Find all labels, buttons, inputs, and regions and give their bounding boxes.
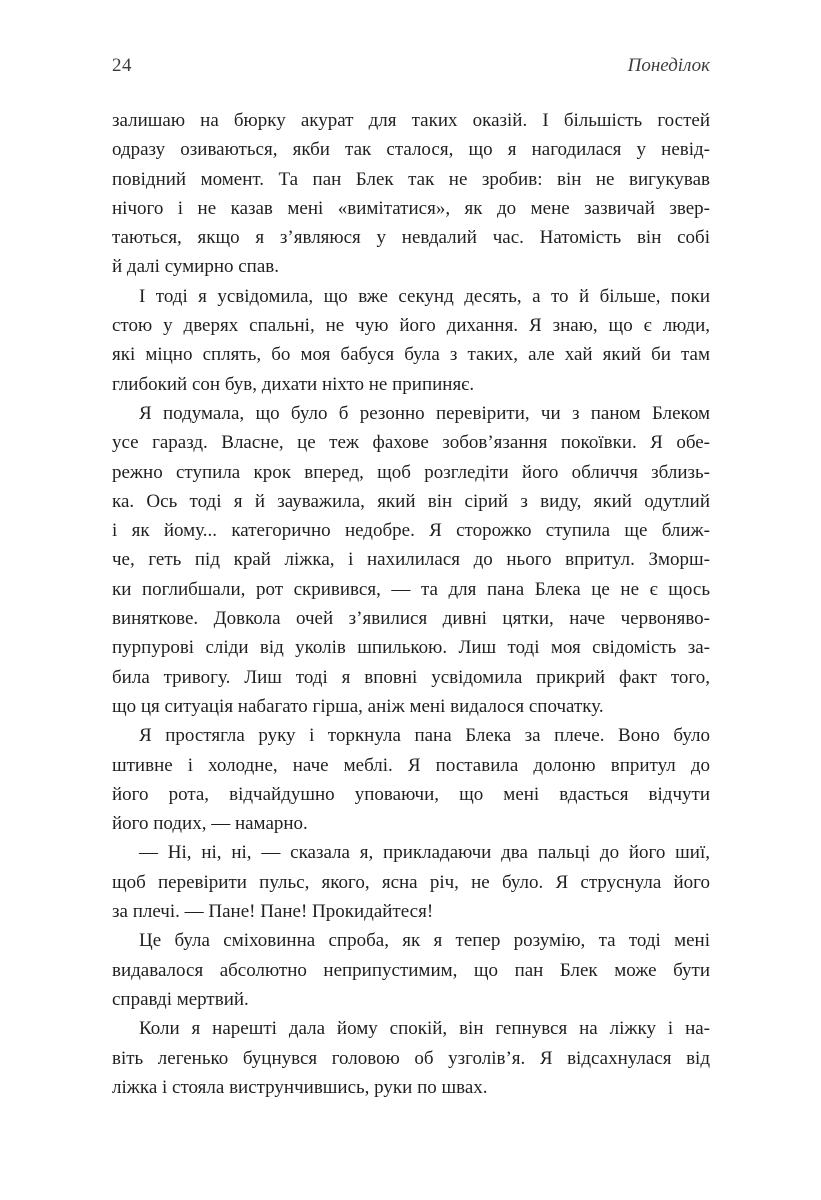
text-line: його подих, — намарно. [112,813,308,835]
paragraph [112,282,710,399]
text-line: усе гаразд. Власне, це теж фахове зобов’язання покоївки. Я обе- [112,432,710,454]
text-line: ки поглибшали, рот скривився, — та для пана Блека це не є щось [112,578,710,600]
text-line: таються, якщо я з’являюся у невдалий час. Натомість він собі [112,227,710,249]
text-line: ка. Ось тоді я й зауважила, який він сірий з виду, який одутлий [112,490,710,512]
text-line: глибокий сон був, дихати ніхто не припиняє. [112,373,475,395]
text-line: виняткове. Довкола очей з’явилися дивні цятки, наче червоняво- [112,608,710,630]
page-number: 24 [112,55,132,76]
paragraph [112,721,710,838]
text-line: ліжка і стояла виструнчившись, руки по швах. [112,1076,488,1098]
text-line: режно ступила крок вперед, щоб розгледіти його обличчя зблизь- [112,461,710,483]
text-line: Я подумала, що було б резонно перевірити, чи з паном Блеком [139,402,710,424]
text-line: справді мертвий. [112,988,249,1010]
text-line: залишаю на бюрку акурат для таких оказій. І більшість гостей [112,110,710,131]
text-line: била тривогу. Лиш тоді я вповні усвідомила прикрий факт того, [112,666,710,688]
text-line: віть легенько буцнувся головою об узголів’я. Я відсахнулася від [112,1047,710,1069]
text-line: що ця ситуація набагато гірша, аніж мені видалося спочатку. [112,695,604,717]
paragraph [112,106,710,282]
paragraph [112,1014,710,1102]
text-line: одразу озиваються, якби так сталося, що я нагодилася у невід- [112,139,710,161]
page-header [112,55,710,77]
paragraph [112,399,710,721]
text-line: Це була сміховинна спроба, як я тепер розумію, та тоді мені [139,930,710,952]
paragraph [112,926,710,1014]
text-line: й далі сумирно спав. [112,256,279,278]
text-line: стою у дверях спальні, не чую його дихання. Я знаю, що є люди, [112,315,710,337]
text-line: видавалося абсолютно неприпустимим, що пан Блек може бути [112,959,710,981]
text-line: і як йому... категорично недобре. Я сторожко ступила ще ближ- [112,520,710,542]
text-line: — Ні, ні, ні, — сказала я, прикладаючи два пальці до його шиї, [139,842,710,864]
page-body [112,106,710,1102]
text-line: че, геть під край ліжка, і нахилилася до нього впритул. Зморш- [112,549,710,571]
text-line: пурпурові сліди від уколів шпилькою. Лиш тоді моя свідомість за- [112,637,710,659]
text-line: Коли я нарешті дала йому спокій, він гепнувся на ліжку і на- [139,1018,710,1040]
text-line: повідний момент. Та пан Блек так не зробив: він не вигукував [112,168,710,190]
running-header-title: Понеділок [627,55,710,76]
text-line: його рота, відчайдушно уповаючи, що мені вдасться відчути [112,783,710,805]
text-line: щоб перевірити пульс, якого, ясна річ, не було. Я струснула його [112,871,710,893]
text-line: які міцно сплять, бо моя бабуся була з таких, але хай який би там [112,344,710,366]
text-line: за плечі. — Пане! Пане! Прокидайтеся! [112,901,434,923]
text-line: Я простягла руку і торкнула пана Блека за плече. Воно було [139,725,710,747]
text-line: штивне і холодне, наче меблі. Я поставила долоню впритул до [112,754,710,776]
paragraph [112,838,710,926]
text-line: нічого і не казав мені «вимітатися», як до мене зазвичай звер- [112,197,710,219]
text-line: І тоді я усвідомила, що вже секунд десять, а то й більше, поки [139,285,710,307]
